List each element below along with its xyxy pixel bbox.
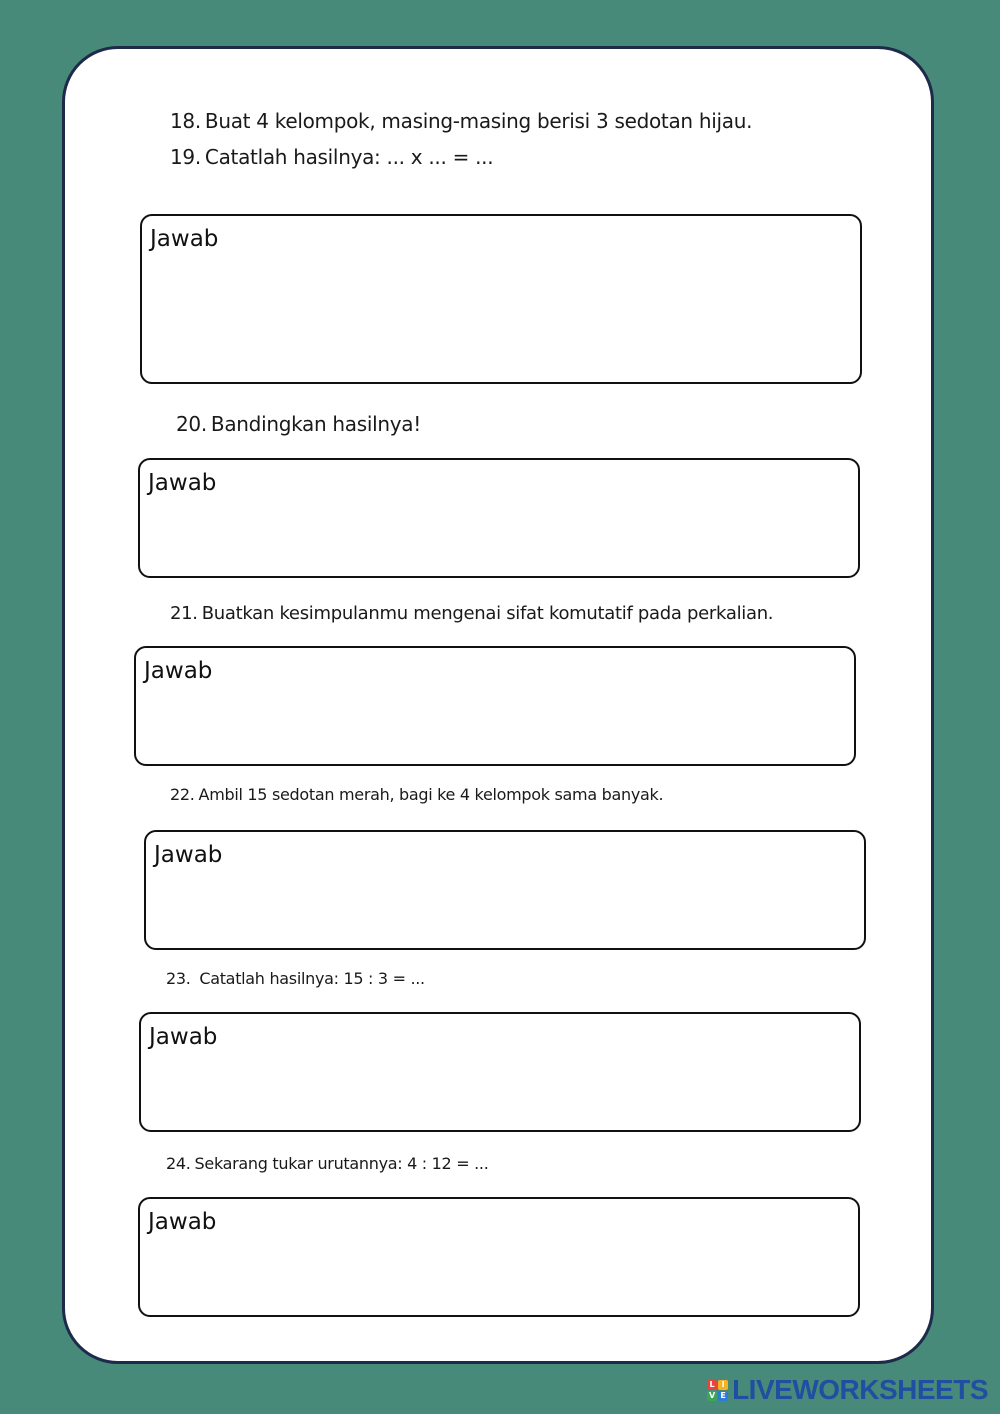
answer-label: Jawab xyxy=(150,226,219,252)
answer-box-21[interactable] xyxy=(134,646,856,766)
logo-letter: L xyxy=(707,1380,717,1390)
question-23 xyxy=(166,969,425,988)
question-20 xyxy=(176,412,421,436)
question-number: 24. xyxy=(166,1154,191,1173)
question-text: Catatlah hasilnya: 15 : 3 = ... xyxy=(194,969,425,988)
question-text: Buat 4 kelompok, masing-masing berisi 3 sedotan hijau. xyxy=(204,109,753,133)
question-text: Buatkan kesimpulanmu mengenai sifat komutatif pada perkalian. xyxy=(201,603,774,624)
question-18 xyxy=(170,109,752,133)
answer-label: Jawab xyxy=(149,1024,218,1050)
question-19 xyxy=(170,145,493,169)
answer-label: Jawab xyxy=(148,1209,217,1235)
answer-box-23[interactable] xyxy=(139,1012,861,1132)
question-number: 18. xyxy=(170,109,201,133)
question-number: 20. xyxy=(176,412,207,436)
answer-input-24[interactable] xyxy=(148,1247,850,1307)
answer-label: Jawab xyxy=(144,658,213,684)
answer-box-22[interactable] xyxy=(144,830,866,950)
answer-input-20[interactable] xyxy=(148,508,850,568)
liveworksheets-logo-icon xyxy=(707,1380,728,1401)
answer-input-21[interactable] xyxy=(144,696,846,756)
answer-input-23[interactable] xyxy=(149,1062,851,1122)
logo-letter: I xyxy=(718,1380,728,1390)
question-text: Sekarang tukar urutannya: 4 : 12 = ... xyxy=(194,1154,489,1173)
question-text: Bandingkan hasilnya! xyxy=(210,412,421,436)
logo-letter: V xyxy=(708,1391,716,1400)
answer-label: Jawab xyxy=(148,470,217,496)
question-22 xyxy=(170,785,663,804)
answer-box-20[interactable] xyxy=(138,458,860,578)
question-number: 21. xyxy=(170,603,198,624)
question-number: 23. xyxy=(166,969,191,988)
answer-box-24[interactable] xyxy=(138,1197,860,1317)
question-text: Catatlah hasilnya: ... x ... = ... xyxy=(204,145,494,169)
question-21 xyxy=(170,603,773,624)
question-number: 19. xyxy=(170,145,201,169)
question-24 xyxy=(166,1154,488,1173)
question-text: Ambil 15 sedotan merah, bagi ke 4 kelompok sama banyak. xyxy=(198,785,664,804)
answer-input-22[interactable] xyxy=(154,880,856,940)
logo-letter: E xyxy=(718,1391,728,1401)
answer-input-19[interactable] xyxy=(150,264,852,374)
answer-box-19[interactable] xyxy=(140,214,862,384)
question-number: 22. xyxy=(170,785,195,804)
brand-name: LIVEWORKSHEETS xyxy=(732,1374,988,1405)
answer-label: Jawab xyxy=(154,842,223,868)
liveworksheets-brand[interactable] xyxy=(707,1374,988,1406)
